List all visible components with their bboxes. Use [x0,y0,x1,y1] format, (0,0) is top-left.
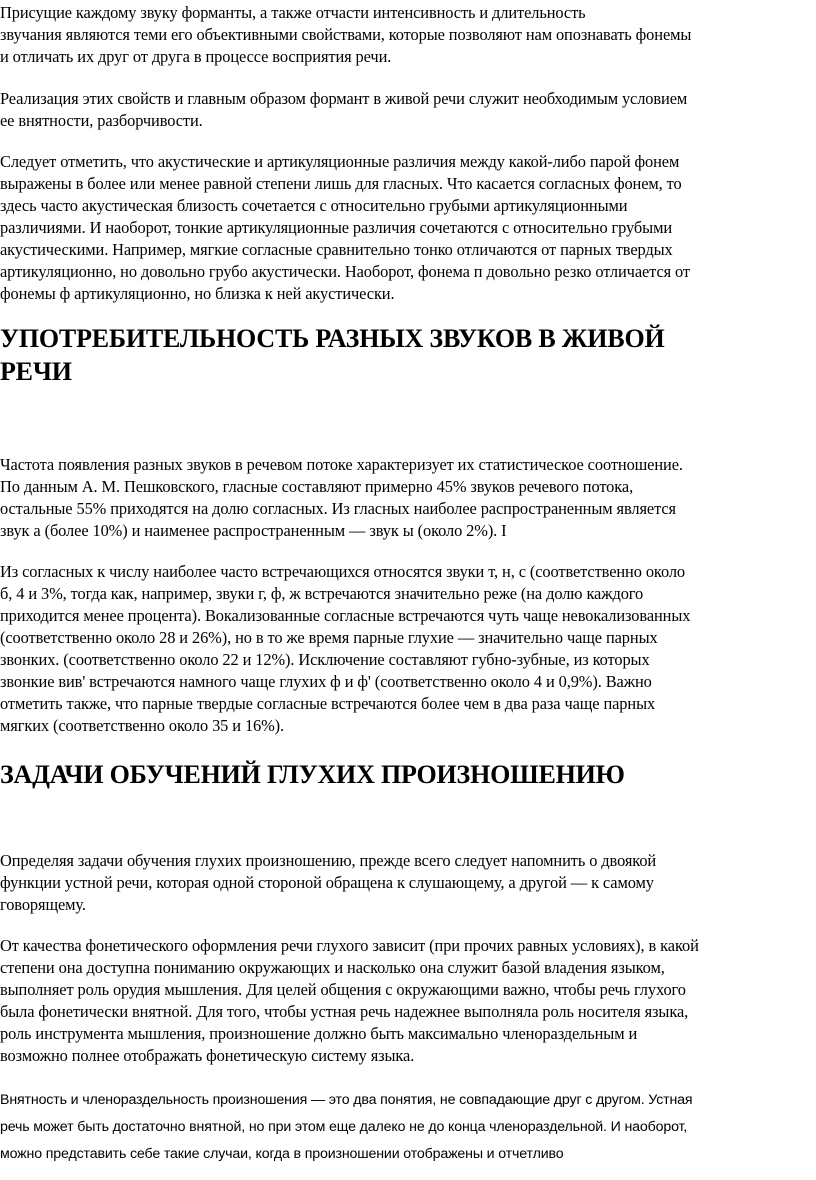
paragraph-consonants [0,561,812,737]
text-line: Внятность и членораздельность произношения — это два понятия, не совпадающие друг с другом. Устная [0,1092,693,1108]
heading-line: ЗАДАЧИ ОБУЧЕНИЙ ГЛУХИХ ПРОИЗНОШЕНИЮ [0,760,625,789]
text-line: звучания являются теми его объективными свойствами, которые позволяют нам опознавать фонемы [0,25,692,44]
text-line: выражены в более или менее равной степени лишь для гласных. Что касается согласных фонем, то [0,174,682,193]
text-line: Частота появления разных звуков в речевом потоке характеризует их статистическое соотношение. [0,455,683,474]
text-line: Из согласных к числу наиболее часто встречающихся относятся звуки т, н, с (соответственно около [0,562,686,581]
paragraph-articulation [0,1087,812,1168]
text-line: выполняет роль орудия мышления. Для целей общения с окружающими важно, чтобы речь глухого [0,980,686,999]
text-line: и отличать их друг от друга в процессе восприятия речи. [0,47,392,66]
text-line: можно представить себе такие случаи, когда в произношении отображены и отчетливо [0,1146,564,1162]
text-line: (соответственно около 28 и 26%), но в то же время парные глухие — значительно чаще парных [0,628,658,647]
section-heading-teaching-tasks [0,758,812,791]
text-line: здесь часто акустическая близость сочетается с относительно грубыми артикуляционными [0,196,628,215]
text-line: степени она доступна пониманию окружающих и насколько она служит базой владения языком, [0,958,665,977]
text-line: ее внятности, разборчивости. [0,111,203,130]
text-line: приходится менее процента). Вокализованные согласные встречаются чуть чаще невокализованных [0,606,691,625]
text-line: возможно полнее отображать фонетическую систему языка. [0,1046,415,1065]
text-line: функции устной речи, которая одной стороной обращена к слушающему, а другой — к самому [0,873,654,892]
heading-line: УПОТРЕБИТЕЛЬНОСТЬ РАЗНЫХ ЗВУКОВ В ЖИВОЙ [0,324,665,353]
text-line: По данным А. М. Пешковского, гласные составляют примерно 45% звуков речевого потока, [0,477,634,496]
paragraph-intelligibility [0,88,812,132]
text-line: мягких (соответственно около 35 и 16%). [0,716,285,735]
heading-line: РЕЧИ [0,357,72,386]
text-line: различиями. И наоборот, тонкие артикуляционные различия сочетаются с относительно грубыми [0,218,673,237]
paragraph-sound-frequency [0,454,812,542]
paragraph-formants [0,2,812,68]
text-line: была фонетически внятной. Для того, чтобы устная речь надежнее выполняла роль носителя языка, [0,1002,689,1021]
text-line: Определяя задачи обучения глухих произношению, прежде всего следует напомнить о двоякой [0,851,657,870]
text-line: звонкие вив' встречаются намного чаще глухих ф и ф' (соответственно около 4 и 0,9%). Важно [0,672,652,691]
text-line: акустическими. Например, мягкие согласные сравнительно тонко отличаются от парных твердых [0,240,673,259]
paragraph-phonetic-quality [0,935,812,1067]
text-line: говорящему. [0,895,86,914]
text-line: отметить также, что парные твердые согласные встречаются более чем в два раза чаще парных [0,694,656,713]
text-line: Реализация этих свойств и главным образом формант в живой речи служит необходимым условием [0,89,688,108]
text-line: остальные 55% приходятся на долю согласных. Из гласных наиболее распространенным является [0,499,676,518]
text-line: Присущие каждому звуку форманты, а также отчасти интенсивность и длительность [0,3,586,22]
paragraph-acoustic-differences [0,151,812,305]
text-line: роль инструмента мышления, произношение должно быть максимально членораздельным и [0,1024,638,1043]
text-line: речь может быть достаточно внятной, но при этом еще далеко не до конца членораздельной. И наоборот, [0,1119,688,1135]
text-line: звук а (более 10%) и наименее распространенным — звук ы (около 2%). I [0,521,507,540]
paragraph-speech-functions [0,850,812,916]
section-heading-sound-frequency [0,322,812,388]
text-line: Следует отметить, что акустические и артикуляционные различия между какой-либо парой фонем [0,152,680,171]
text-line: б, 4 и 3%, тогда как, например, звуки г, ф, ж встречаются значительно реже (на долю каждого [0,584,644,603]
text-line: артикуляционно, но довольно грубо акустически. Наоборот, фонема п довольно резко отличается от [0,262,690,281]
text-line: звонких. (соответственно около 22 и 12%). Исключение составляют губно-зубные, из которых [0,650,650,669]
text-line: фонемы ф артикуляционно, но близка к ней акустически. [0,284,395,303]
text-line: От качества фонетического оформления речи глухого зависит (при прочих равных условиях), в какой [0,936,699,955]
